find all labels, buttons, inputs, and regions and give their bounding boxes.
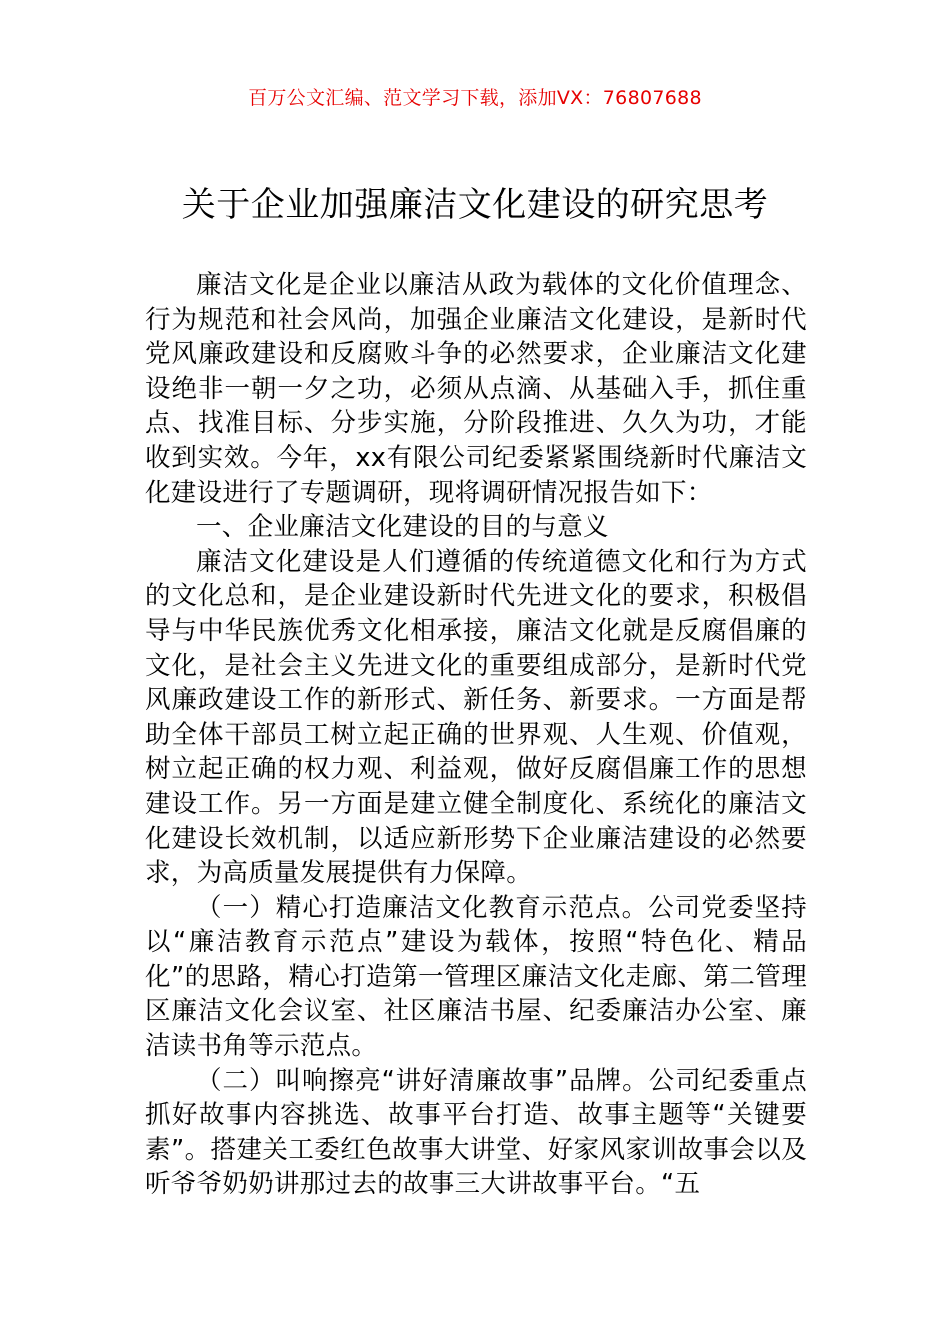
paragraph-intro: 廉洁文化是企业以廉洁从政为载体的文化价值理念、行为规范和社会风尚，加强企业廉洁文化建设，是新时代党风廉政建设和反腐败斗争的必然要求，企业廉洁文化建设绝非一朝一夕之功，必须从点滴、从基础入手，抓住重点、找准目标、分步实施，分阶段推进、久久为功，才能收到实效。今年，xx有限公司纪委紧紧围绕新时代廉洁文化建设进行了专题调研，现将调研情况报告如下： — [145, 270, 807, 508]
paragraph-subsection-2: （二）叫响擦亮“讲好清廉故事”品牌。公司纪委重点抓好故事内容挑选、故事平台打造、故事主题等“关键要素”。搭建关工委红色故事大讲堂、好家风家训故事会以及听爷爷奶奶讲那过去的故事三大讲故事平台。“五 — [145, 1065, 807, 1200]
document-body — [145, 268, 807, 1202]
paragraph-subsection-1: （一）精心打造廉洁文化教育示范点。公司党委坚持以“廉洁教育示范点”建设为载体，按照“特色化、精品化”的思路，精心打造第一管理区廉洁文化走廊、第二管理区廉洁文化会议室、社区廉洁书屋、纪委廉洁办公室、廉洁读书角等示范点。 — [145, 892, 807, 1062]
header-note: 百万公文汇编、范文学习下载，添加VX：76807688 — [248, 87, 702, 109]
section-heading-1: 一、企业廉洁文化建设的目的与意义 — [196, 512, 609, 543]
paragraph-purpose: 廉洁文化建设是人们遵循的传统道德文化和行为方式的文化总和，是企业建设新时代先进文化的要求，积极倡导与中华民族优秀文化相承接，廉洁文化就是反腐倡廉的文化，是社会主义先进文化的重要组成部分，是新时代党风廉政建设工作的新形式、新任务、新要求。一方面是帮助全体干部员工树立起正确的世界观、人生观、价值观，树立起正确的权力观、利益观，做好反腐倡廉工作的思想建设工作。另一方面是建立健全制度化、系统化的廉洁文化建设长效机制，以适应新形势下企业廉洁建设的必然要求，为高质量发展提供有力保障。 — [145, 546, 807, 889]
document-title: 关于企业加强廉洁文化建设的研究思考 — [181, 185, 769, 225]
